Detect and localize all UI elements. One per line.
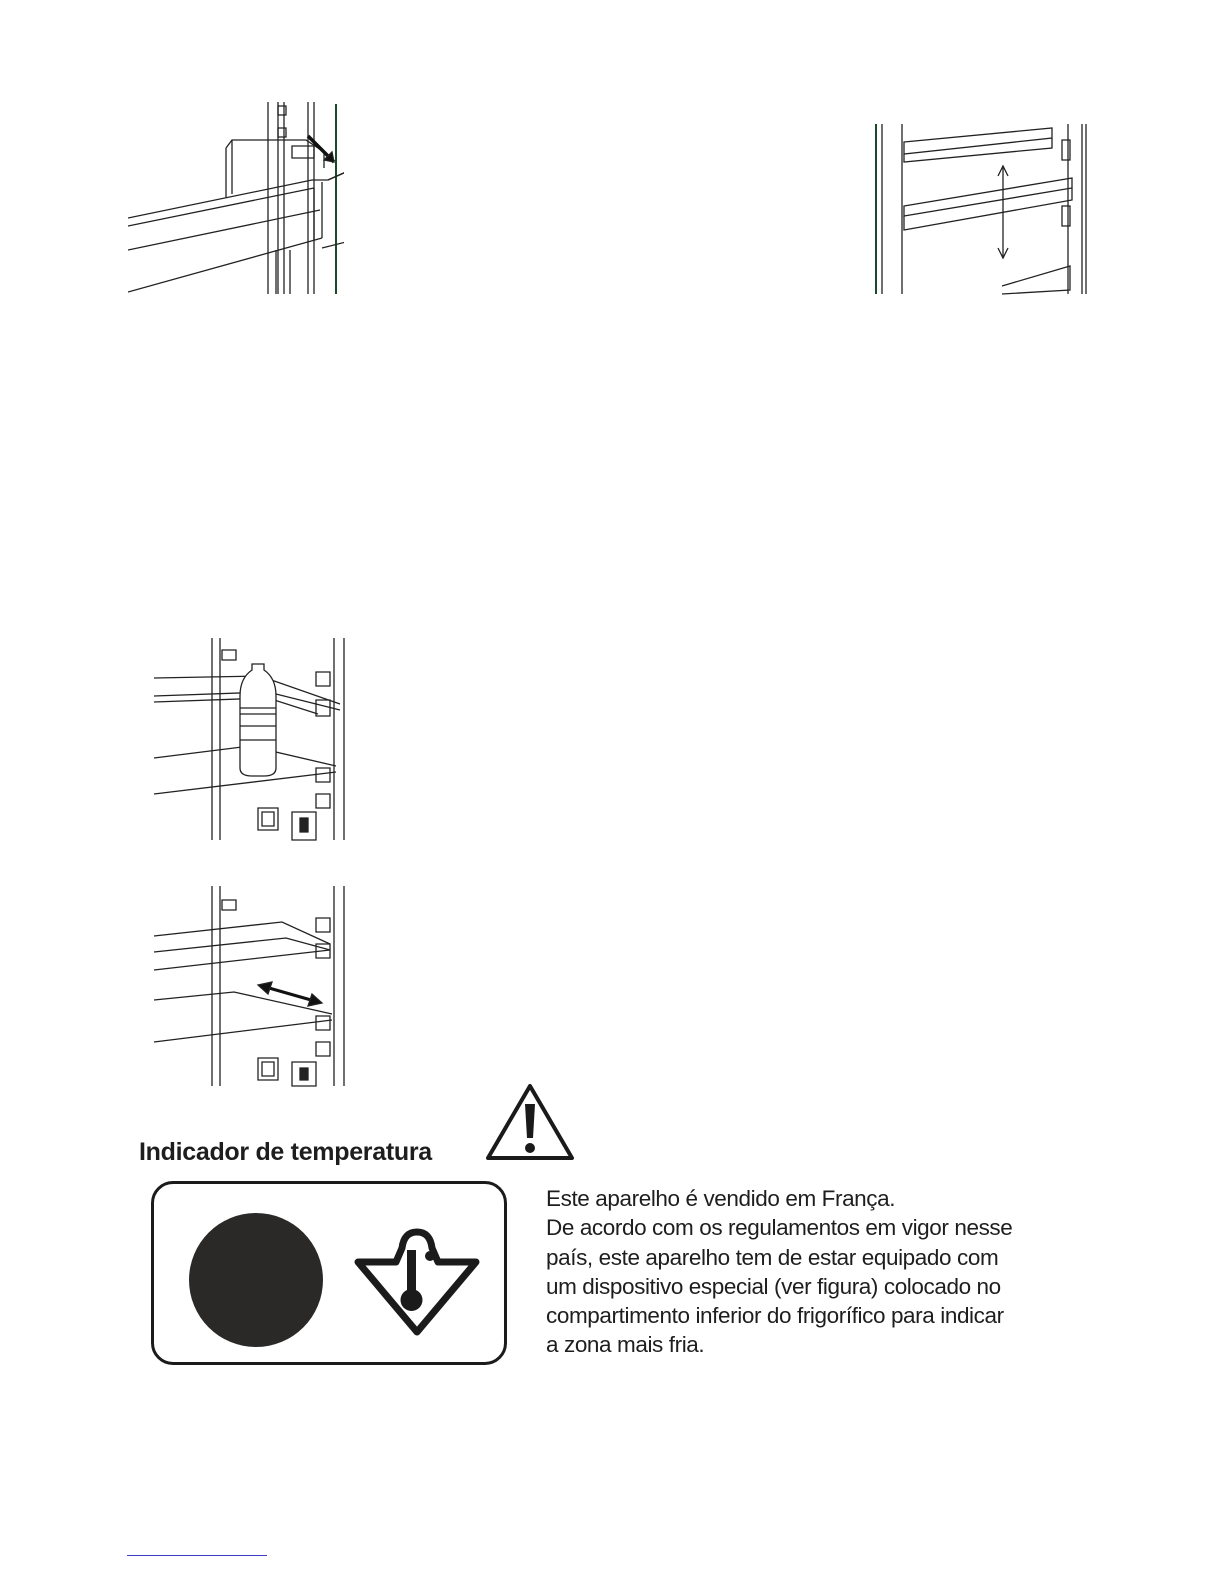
door-bin-clip-illustration	[128, 100, 344, 296]
shelf-slide-illustration	[150, 882, 350, 1090]
shelf-bottle-illustration	[150, 634, 350, 844]
temperature-indicator-description	[546, 1184, 1106, 1360]
description-line: a zona mais fria.	[546, 1332, 705, 1358]
description-line: compartimento inferior do frigorífico para indicar	[546, 1303, 1004, 1329]
temperature-indicator-figure	[151, 1181, 507, 1365]
section-heading: Indicador de temperatura	[139, 1138, 432, 1166]
warning-triangle-icon	[484, 1082, 576, 1164]
description-line: um dispositivo especial (ver figura) colocado no	[546, 1273, 1001, 1299]
cold-zone-thermometer-icon	[352, 1226, 482, 1338]
door-bins-adjust-illustration	[872, 120, 1090, 296]
footer-rule	[127, 1555, 267, 1556]
description-line: país, este aparelho tem de estar equipado com	[546, 1244, 999, 1270]
description-line: De acordo com os regulamentos em vigor nesse	[546, 1215, 1013, 1241]
description-line: Este aparelho é vendido em França.	[546, 1186, 896, 1211]
indicator-dot	[189, 1213, 323, 1347]
